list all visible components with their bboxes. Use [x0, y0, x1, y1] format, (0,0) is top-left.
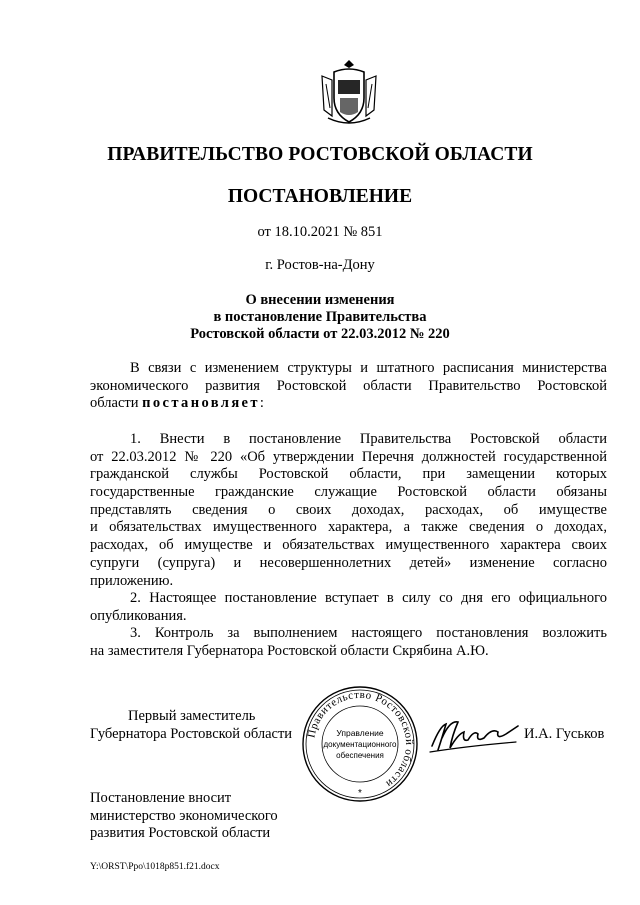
- document-subject: [0, 292, 640, 343]
- preamble-paragraph: [90, 360, 607, 413]
- text-line: опубликования.: [90, 607, 187, 624]
- signatory-title-line: Первый заместитель: [128, 708, 256, 724]
- subject-line: Ростовской области от 22.03.2012 № 220: [190, 326, 450, 342]
- submitter-line: Постановление вносит: [90, 790, 232, 806]
- seal-inner-line: обеспечения: [336, 751, 384, 760]
- text-line: приложению.: [90, 572, 174, 589]
- seal-star-icon: *: [358, 788, 362, 799]
- text-fragment: :: [259, 395, 264, 412]
- text-line: представлять сведения о своих доходах, расходах, об имуществе: [90, 501, 607, 518]
- submitter-line: развития Ростовской области: [90, 825, 271, 842]
- date-number-line: от 18.10.2021 № 851: [257, 224, 383, 240]
- seal-ring-text: Правительство Ростовской области: [305, 688, 416, 791]
- text-line: государственные гражданские служащие Ростовской области обязаны: [90, 484, 607, 501]
- text-line: на заместителя Губернатора Ростовской области Скрябина А.Ю.: [90, 642, 489, 659]
- text-line: 2. Настоящее постановление вступает в силу со дня его официального: [130, 590, 607, 606]
- handwritten-signature: [428, 716, 520, 756]
- text-line: от 22.03.2012 № 220 «Об утверждении Перечня должностей государственной: [90, 448, 607, 465]
- item-2-paragraph: [90, 590, 607, 625]
- seal-inner-line: документационного: [323, 740, 397, 749]
- city-line: г. Ростов-на-Дону: [265, 257, 375, 273]
- coat-of-arms-icon: [320, 58, 378, 126]
- text-line: и обязательствах имущественного характера, а также сведения о доходах,: [90, 519, 607, 536]
- text-line: В связи с изменением структуры и штатного расписания министерства: [130, 360, 607, 376]
- text-line: расходах, об имуществе и обязательствах имущественного характера своих: [90, 537, 607, 554]
- subject-line: О внесении изменения: [245, 292, 395, 308]
- text-line: [90, 395, 607, 413]
- text-fragment: области: [90, 395, 143, 412]
- seal-inner-line: Управление: [336, 728, 384, 738]
- signatory-title-line: Губернатора Ростовской области: [90, 725, 293, 742]
- document-type: ПОСТАНОВЛЕНИЕ: [227, 186, 413, 207]
- submitter-line: министерство экономического: [90, 807, 278, 824]
- file-path: Y:\ORST\Ppo\1018p851.f21.docx: [90, 862, 220, 872]
- item-3-paragraph: [90, 625, 607, 660]
- item-1-paragraph: [90, 431, 607, 590]
- subject-line: в постановление Правительства: [213, 309, 427, 325]
- signatory-title: [90, 708, 293, 743]
- text-line: 1. Внести в постановление Правительства Ростовской области: [130, 431, 607, 447]
- text-line: супруги (супруга) и несовершеннолетних детей» изменение согласно: [90, 554, 607, 571]
- text-line: 3. Контроль за выполнением настоящего постановления возложить: [130, 625, 607, 641]
- submitter-note: [90, 790, 278, 843]
- signatory-name: И.А. Гуськов: [524, 726, 605, 742]
- text-line: экономического развития Ростовской области Правительство Ростовской: [90, 377, 607, 394]
- organization-title: ПРАВИТЕЛЬСТВО РОСТОВСКОЙ ОБЛАСТИ: [107, 144, 533, 165]
- text-line: гражданской службы Ростовской области, при замещении которых: [90, 466, 607, 483]
- official-seal: [300, 684, 420, 804]
- resolution-word: постановляет: [142, 395, 260, 412]
